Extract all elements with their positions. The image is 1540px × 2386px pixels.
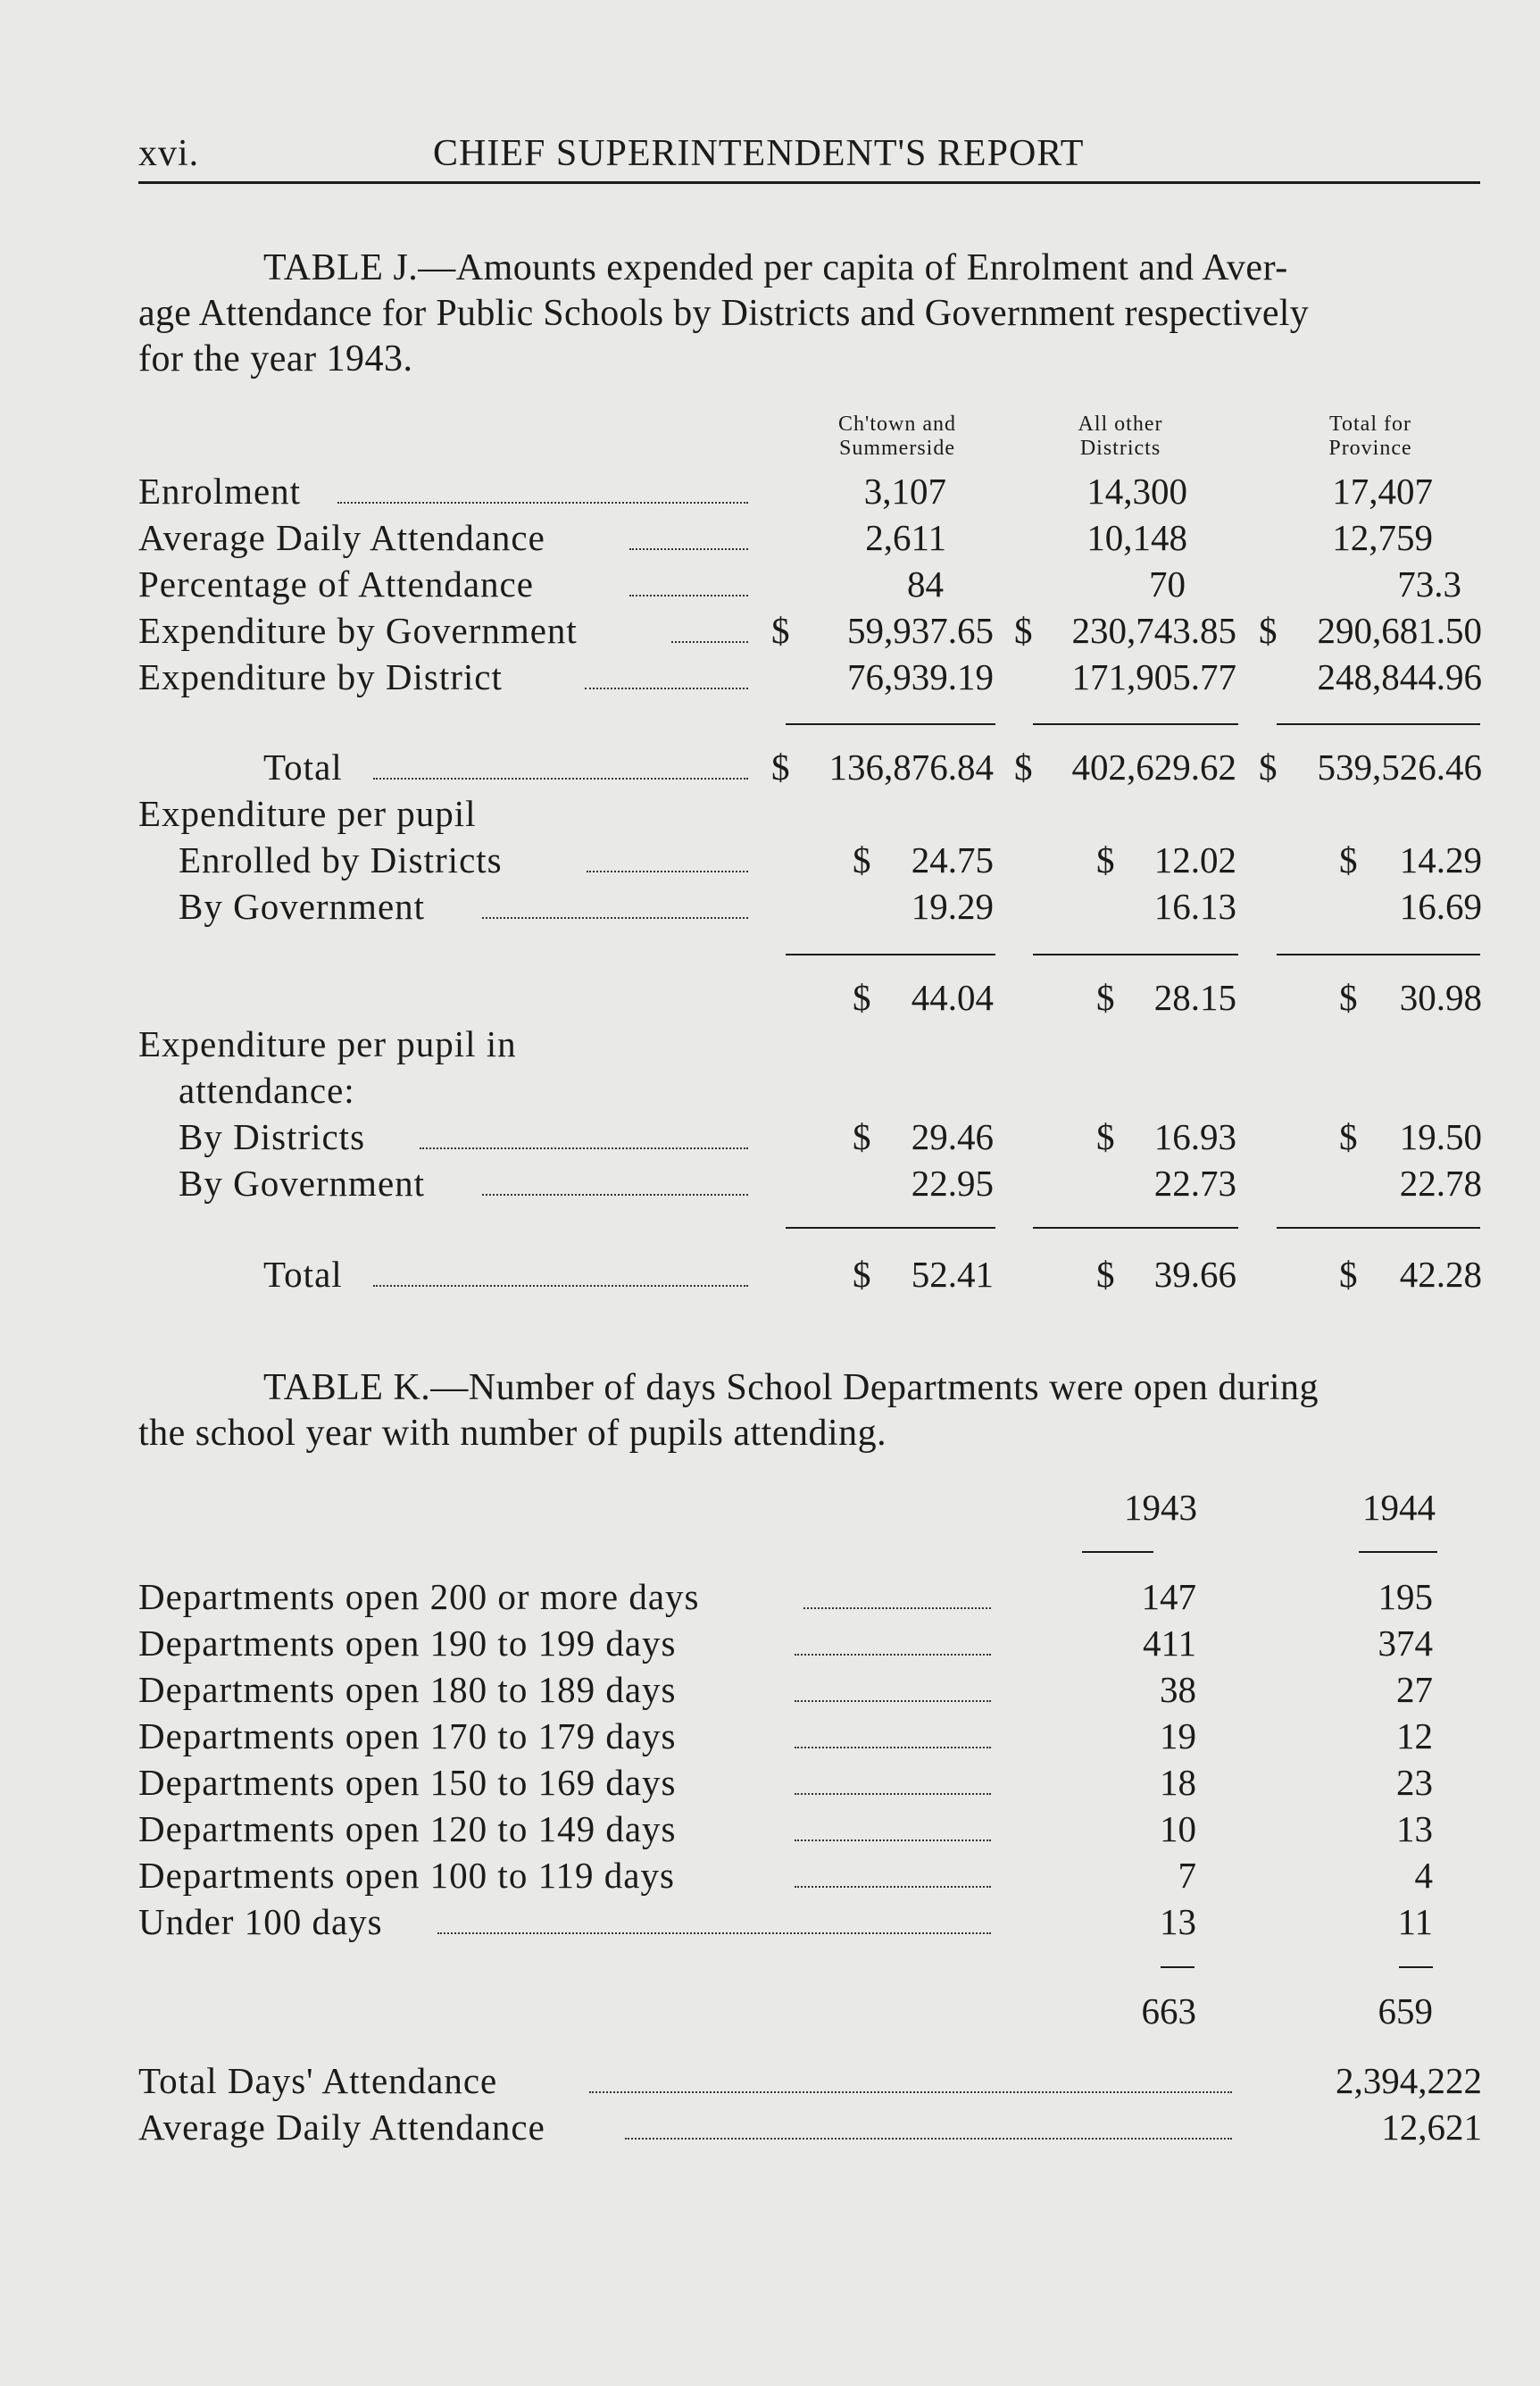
total-rule bbox=[1033, 954, 1238, 955]
table-j-caption-line3: for the year 1943. bbox=[138, 338, 413, 380]
table-row: Departments open 150 to 169 days 18 23 bbox=[138, 1762, 1433, 1803]
total-rule bbox=[786, 954, 995, 955]
col-head-other-districts: All other Districts bbox=[1078, 413, 1163, 460]
per-pupil-attendance-total-row: Total $ 52.41 $ 39.66 $ 42.28 bbox=[263, 1254, 1482, 1295]
header-rule bbox=[138, 181, 1480, 184]
total-rule bbox=[1033, 1227, 1238, 1229]
table-row: Expenditure by Government $ 59,937.65 $ 230,743.85 $ 290,681.50 bbox=[138, 610, 1482, 651]
table-row: Departments open 200 or more days 147 195 bbox=[138, 1576, 1433, 1617]
table-row: Expenditure by District 76,939.19 171,905.77 248,844.96 bbox=[138, 656, 1482, 697]
table-j-caption-line1: TABLE J.—Amounts expended per capita of Enrolment and Aver- bbox=[263, 247, 1288, 288]
table-row: Departments open 190 to 199 days 411 374 bbox=[138, 1623, 1433, 1664]
table-row: Percentage of Attendance 84 70 73.3 bbox=[138, 563, 1461, 605]
table-row: By Districts $ 29.46 $ 16.93 $ 19.50 bbox=[179, 1116, 1482, 1157]
col-head-province: Total for Province bbox=[1328, 413, 1412, 460]
table-row: By Government 19.29 16.13 16.69 bbox=[179, 886, 1482, 927]
table-row: Departments open 180 to 189 days 38 27 bbox=[138, 1669, 1433, 1710]
table-row: Departments open 100 to 119 days 7 4 bbox=[138, 1855, 1433, 1896]
table-row: By Government 22.95 22.73 22.78 bbox=[179, 1163, 1482, 1204]
table-k-caption-line1: TABLE K.—Number of days School Departments were open during bbox=[263, 1367, 1319, 1408]
year-1943-header: 1943 bbox=[1124, 1487, 1197, 1528]
table-j-total-row: Total $ 136,876.84 $ 402,629.62 $ 539,526.46 bbox=[263, 747, 1482, 788]
summary-row: Average Daily Attendance 12,621 bbox=[138, 2107, 1482, 2148]
table-row: Departments open 120 to 149 days 10 13 bbox=[138, 1808, 1433, 1849]
table-row: Enrolment 3,107 14,300 17,407 bbox=[138, 471, 1433, 512]
total-rule bbox=[1277, 1227, 1480, 1229]
year-1944-header: 1944 bbox=[1362, 1487, 1436, 1528]
per-pupil-enrolled-sum-row: $ 44.04 $ 28.15 $ 30.98 bbox=[853, 977, 1482, 1018]
total-rule bbox=[1033, 723, 1238, 725]
table-k-totals-row: 663 659 bbox=[1141, 1990, 1433, 2031]
per-pupil-attendance-heading-2: attendance: bbox=[179, 1070, 355, 1111]
total-dash bbox=[1399, 1966, 1433, 1968]
total-rule bbox=[1277, 723, 1480, 725]
year-underline bbox=[1082, 1551, 1153, 1553]
table-row: Departments open 170 to 179 days 19 12 bbox=[138, 1715, 1433, 1756]
table-row: Under 100 days 13 11 bbox=[138, 1901, 1433, 1942]
total-rule bbox=[1277, 954, 1480, 955]
year-underline bbox=[1359, 1551, 1437, 1553]
running-header-title: CHIEF SUPERINTENDENT'S REPORT bbox=[433, 133, 1085, 174]
table-j-caption-line2: age Attendance for Public Schools by Districts and Government respectively bbox=[138, 293, 1310, 334]
total-dash bbox=[1161, 1966, 1195, 1968]
table-k-caption-line2: the school year with number of pupils attending. bbox=[138, 1413, 887, 1454]
per-pupil-attendance-heading: Expenditure per pupil in bbox=[138, 1023, 517, 1064]
summary-row: Total Days' Attendance 2,394,222 bbox=[138, 2060, 1482, 2101]
table-row: Average Daily Attendance 2,611 10,148 12,759 bbox=[138, 517, 1433, 558]
page-number: xvi. bbox=[138, 133, 200, 174]
total-rule bbox=[786, 723, 995, 725]
col-head-chtown: Ch'town and Summerside bbox=[838, 413, 956, 460]
per-pupil-heading: Expenditure per pupil bbox=[138, 793, 477, 834]
total-rule bbox=[786, 1227, 995, 1229]
table-row: Enrolled by Districts $ 24.75 $ 12.02 $ 14.29 bbox=[179, 839, 1482, 880]
